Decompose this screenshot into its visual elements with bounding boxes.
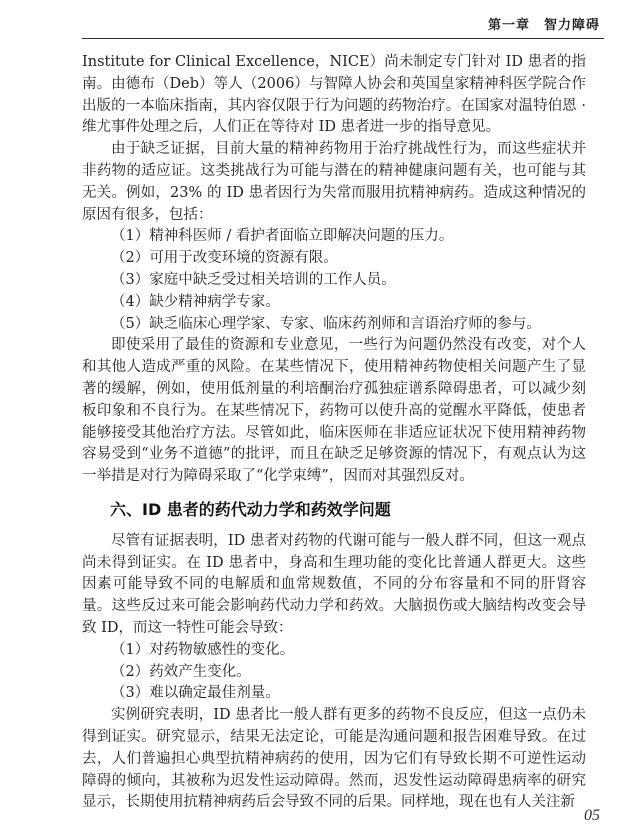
paragraph-adverse-effects: 实例研究表明，ID 患者比一般人群有更多的药物不良反应，但这一点仍未得到证实。研究显示，结果无法定论，可能是沟通问题和报告困难导致。在过去，人们普遍担心典型抗精神病药的使用，因为它们有导致长期不可逆性运动障碍的倾向，其被称为迟发性运动障碍。然而，迟发性运动障碍患病率的研究显示，长期使用抗精神病药后会导致不同的后果。同样地，现在也有人关注新 [82,707,586,811]
paragraph-continuation: Institute for Clinical Excellence，NICE）尚未制定专门针对 ID 患者的指南。由德布（Deb）等人（2006）与智障人协会和英国皇家精神科医学院合作出版的一本临床指南，其内容仅限于行为问题的药物治疗。在国家对温特伯恩 · 维尤事件处理之后，人们正在等待对 ID 患者进一步的指导意见。 [82,54,586,136]
paragraph-resources: 即使采用了最佳的资源和专业意见，一些行为问题仍然没有改变，对个人和其他人造成严重的风险。在某些情况下，使用精神药物使相关问题产生了显著的缓解，例如，使用低剂量的利培酮治疗孤独症谱系障碍患者，可以减少刻板印象和不良行为。在某些情况下，药物可以使升高的觉醒水平降低，使患者能够接受其他治疗方法。尽管如此，临床医师在非适应证状况下使用精神药物容易受到“业务不道德”的批评，而且在缺乏足够资源的情况下，有观点认为这一举措是对行为障碍采取了“化学束缚”，因而对其强烈反对。 [82,337,586,485]
effect-item: （2）药效产生变化。 [111,663,251,680]
page-body [82,52,586,814]
effect-item: （1）对药物敏感性的变化。 [111,641,295,658]
running-head-title: 第一章 智力障碍 [487,18,600,33]
reason-item: （1）精神科医师 / 看护者面临立即解决问题的压力。 [111,228,454,245]
page-number: 05 [584,807,600,824]
paragraph-evidence: 由于缺乏证据，目前大量的精神药物用于治疗挑战性行为，而这些症状并非药物的适应证。这类挑战行为可能与潜在的精神健康问题有关，也可能与其无关。例如，23% 的 ID 患者因行为失常而服用抗精神病药。造成这种情况的原因有很多，包括： [82,141,586,223]
reason-item: （4）缺少精神病学专家。 [111,293,280,310]
effect-item: （3）难以确定最佳剂量。 [111,685,280,702]
reason-item: （5）缺乏临床心理学家、专家、临床药剂师和言语治疗师的参与。 [111,315,541,332]
reason-item: （2）可用于改变环境的资源有限。 [111,250,338,267]
reason-item: （3）家庭中缺乏受过相关培训的工作人员。 [111,271,396,288]
paragraph-pharmacokinetics: 尽管有证据表明，ID 患者对药物的代谢可能与一般人群不同，但这一观点尚未得到证实。在 ID 患者中，身高和生理功能的变化比普通人群更大。这些因素可能导致不同的电解质和血常规数值，不同的分布容量和不同的肝肾容量。这些反过来可能会影响药代动力学和药效。大脑损伤或大脑结构改变会导致 ID，而这一特性可能会导致： [82,532,586,636]
section-heading: 六、ID 患者的药代动力学和药效学问题 [110,499,391,519]
header-rule [82,38,604,39]
